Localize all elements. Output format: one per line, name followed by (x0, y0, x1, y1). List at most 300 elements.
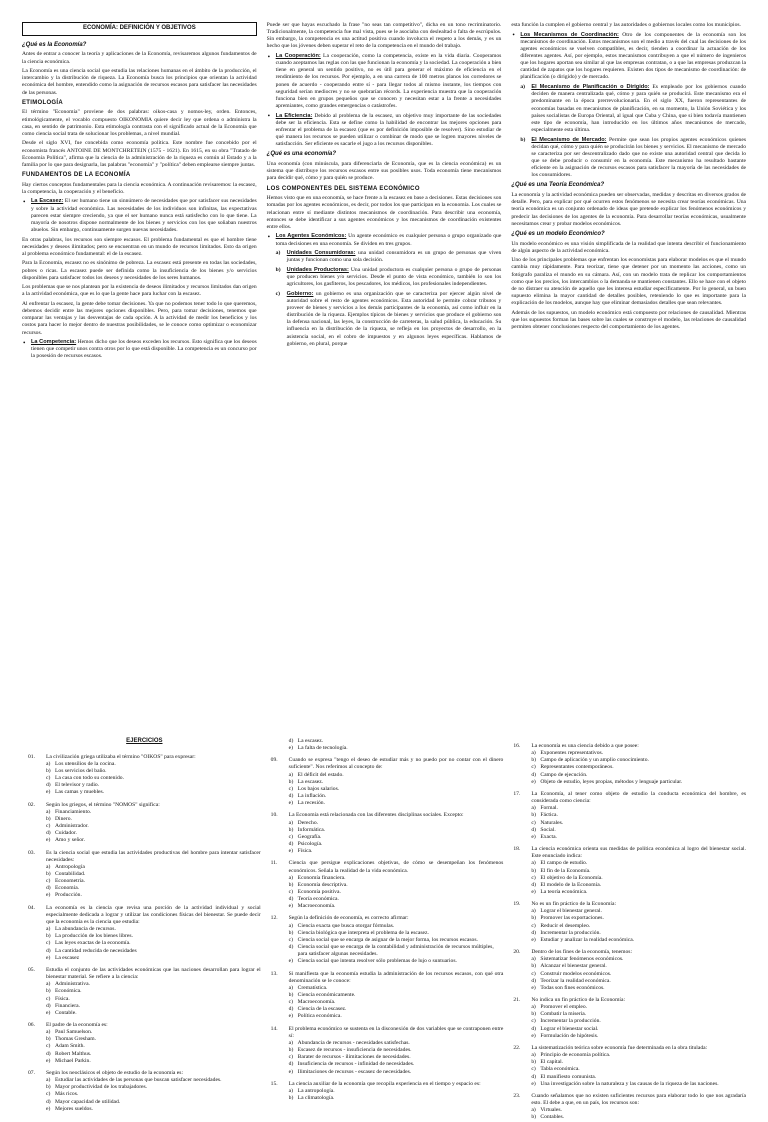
answer-option (513, 875, 746, 882)
question-number: 17. (513, 790, 521, 797)
answer-option (513, 1059, 746, 1066)
question (28, 1070, 261, 1113)
answer-option (271, 903, 504, 910)
bullet-text: Un agente económico es cualquier persona o grupo organizado que toma decisiones en una economía. Se dividen en tres grupos. (275, 233, 502, 247)
sub-item-letter: b) (520, 136, 526, 143)
answer-option (271, 937, 504, 944)
option-letter: c) (288, 999, 294, 1006)
question-stem (513, 791, 746, 805)
question (28, 802, 261, 845)
question-number: 18. (513, 846, 521, 853)
option-letter: d) (531, 826, 537, 833)
bullet-item (267, 233, 502, 247)
option-letter: c) (46, 1091, 51, 1098)
section-heading: ¿Qué es la Economía? (22, 41, 87, 48)
paragraph: La Economía es una ciencia social que estudia las relaciones humanas en el ámbito de la producción, el intercambio y la distribución de riqueza. La Economía busca los principios que orientan la actividad económica del hombre, entendido como la asignación de recursos escasos para satisfacer las necesidades de las personas. (22, 68, 257, 96)
option-text: Las camas y muebles. (55, 789, 105, 796)
question (271, 915, 504, 965)
option-letter: a) (46, 926, 51, 933)
question-text: Cuando se expresa "tengo el deseo de estudiar más y no puedo por no contar con el dinero suficiente". Nos referimos al concepto de: (288, 757, 504, 771)
answer-option (513, 1026, 746, 1033)
option-letter: e) (46, 1009, 51, 1016)
question-text: La Economía, al tener como objeto de estudio la conducta económica del hombre, es considerada como ciencia: (531, 790, 747, 805)
option-letter: e) (288, 1068, 294, 1075)
option-text: Ciencia biológica que interpreta el problema de la escasez. (297, 929, 429, 936)
answer-option (28, 809, 261, 816)
answer-option (28, 823, 261, 830)
option-letter: b) (46, 1084, 51, 1091)
question-number: 13. (270, 970, 278, 977)
bullet-text: El ser humano tiene un sinnúmero de necesidades que por satisfacer sus necesidades y sobre la actividad económica. Las necesidades de los individuos son infinitas, las expectativas parecen estar siempre creciendo, ya que el ser humano nunca está satisfecho con lo que tiene. La mayoría de nosotros dispone normalmente de los bienes y servicios con los que soñaban nuestros abuelos. Sin embargo, continuamente surgen nuevas necesidades. (31, 198, 257, 233)
theory-section (22, 22, 746, 647)
option-text: Administrativa. (55, 981, 90, 988)
option-text: Representantes contemporáneos. (540, 764, 614, 771)
option-letter: a) (531, 956, 536, 963)
option-letter: b) (288, 778, 294, 785)
paragraph: Además de los supuestos, un modelo económico está compuesto por relaciones de causalidad. Mientras que los supuestos forman las bases sobre las cuales se construye el modelo, las relaciones de causalidad permiten obtener conclusiones respecto del comportamiento de los agentes. (511, 309, 747, 331)
option-text: Antropología (55, 863, 85, 870)
answer-option (513, 1081, 746, 1088)
option-letter: b) (46, 933, 51, 940)
answer-option (271, 848, 504, 855)
option-letter: a) (46, 863, 51, 870)
question (513, 1045, 746, 1088)
option-text: Incrementar la producción. (540, 1018, 601, 1025)
answer-option (513, 1052, 746, 1059)
question-number: 05. (28, 966, 35, 973)
section-heading: ¿Qué es una economía? (266, 151, 337, 158)
option-letter: e) (288, 800, 294, 807)
sub-item-letter: a) (275, 250, 281, 257)
question-text: Si manifiesta que la economía estudia la administración de los recursos escasos, con qué otra denominación se le conoce: (288, 970, 504, 984)
option-letter: a) (288, 922, 294, 929)
option-letter: e) (288, 745, 294, 752)
answer-option (271, 999, 504, 1006)
answer-option (271, 827, 504, 834)
option-text: Geografía. (297, 833, 322, 840)
bullet-label: Los Agentes Económicos: (275, 233, 347, 240)
option-text: Financiera. (55, 1002, 81, 1009)
answer-option (513, 812, 746, 819)
option-letter: a) (288, 819, 294, 826)
answer-option (513, 1033, 746, 1040)
option-letter: a) (288, 874, 294, 881)
option-text: Economía. (55, 885, 80, 892)
answer-option (513, 978, 746, 985)
question-number: 19. (513, 901, 521, 908)
question-text: Según los griegos, el término "NOMOS" significa: (46, 801, 160, 808)
answer-option (28, 1106, 261, 1113)
option-text: Paul Samuelson. (55, 1029, 93, 1036)
answer-option (28, 926, 261, 933)
section-heading: LOS COMPONENTES DEL SISTEMA ECONÓMICO (266, 185, 420, 192)
option-text: Social. (540, 826, 556, 833)
option-letter: d) (288, 1006, 294, 1013)
exercises-column-2 (270, 738, 504, 1102)
option-letter: e) (46, 1057, 51, 1064)
answer-option (271, 1013, 504, 1020)
bullet-item (22, 198, 257, 234)
sub-item (511, 84, 746, 134)
question-stem (513, 1093, 746, 1107)
sub-item-text: Permite que sean los propios agentes económicos quienes decidan qué, cómo y para quién se producirán los bienes y servicios. El mecanismo de mercado se caracteriza por ser descentralizado dado que no existe una autoridad central que decida lo que se debe producir o consumir en la economía. Este mecanismo ha resultado bastante eficiente en la asignación de recursos escasos para satisfacer la mayoría de las necesidades de los consumidores. (531, 136, 747, 179)
option-text: La cantidad reducida de necesidades (55, 947, 137, 954)
option-text: Tabla económica. (540, 1066, 580, 1073)
option-text: Contabilidad. (55, 871, 86, 878)
question (513, 846, 746, 896)
question-stem (28, 905, 261, 926)
question-stem (28, 754, 261, 761)
paragraph: Antes de entrar a conocer la teoría y aplicaciones de la Economía, revisaremos algunos fundamentos de la ciencia económica. (22, 51, 257, 65)
option-letter: a) (531, 805, 536, 812)
question-text: La economía es una ciencia debido a que posee: (531, 743, 639, 749)
option-letter: c) (46, 995, 51, 1002)
option-text: Ciencia de la escasez. (297, 1006, 347, 1013)
answer-option (513, 827, 746, 834)
option-text: La antropología. (297, 1087, 335, 1094)
option-letter: d) (46, 830, 51, 837)
answer-option (28, 885, 261, 892)
question (28, 967, 261, 1017)
question-text: La ciencia auxiliar de la economía que recopila experiencia en el tiempo y espacio es: (288, 1080, 481, 1087)
option-letter: d) (46, 1002, 51, 1009)
option-letter: d) (531, 1073, 537, 1080)
option-text: Economía descriptiva. (297, 881, 348, 888)
option-letter: e) (531, 778, 536, 785)
option-text: Campo de ejecución. (540, 771, 588, 778)
question (271, 738, 504, 752)
option-letter: a) (46, 981, 51, 988)
answer-option (28, 933, 261, 940)
option-letter: c) (288, 936, 294, 943)
exercises-column-1 (28, 738, 261, 1112)
option-text: Promover el empleo. (540, 1004, 588, 1011)
question-text: Dentro de los fines de la economía, tenemos: (531, 949, 633, 956)
paragraph: Un modelo económico es una visión simplificada de la realidad que intenta describir el funcionamiento de algún aspecto de la actividad económica. (511, 240, 747, 254)
option-text: La producción de los bienes libres. (55, 933, 133, 940)
section-heading: ETIMOLOGÍA (22, 99, 63, 106)
option-letter: b) (46, 871, 51, 878)
question-stem (28, 850, 261, 864)
option-text: Promover las exportaciones. (540, 915, 604, 922)
answer-option (271, 772, 504, 779)
answer-option (271, 1069, 504, 1076)
paragraph: Puede ser que hayas escuchado la frase "no seas tan competitivo", dicha en un tono recriminatorio. Tradicionalmente, la competencia fue mal vista, pues se le asociaba con deslealtad o falta de escrúpulos. Sin embargo, la competencia es una actitud positiva cuando involucra el respeto a los demás, y es un hecho que los jóvenes deben superar el reto de la competencia en el mundo del trabajo. (266, 22, 502, 50)
answer-option (513, 764, 746, 771)
answer-option (513, 930, 746, 937)
option-letter: e) (46, 892, 51, 899)
option-letter: e) (531, 833, 536, 840)
question (28, 850, 261, 900)
bullet-label: La Cooperación: (275, 53, 321, 60)
answer-option (28, 1029, 261, 1036)
question (513, 901, 746, 944)
question-number: 11. (270, 860, 278, 867)
question-number: 21. (513, 997, 521, 1003)
option-text: Contable. (55, 1009, 77, 1016)
paragraph: Hay ciertos conceptos fundamentales para la ciencia económica. A continuación revisaremos: la escasez, la competencia, la cooperación y el beneficio. (22, 181, 257, 195)
answer-option (271, 944, 504, 958)
option-text: El manifiesto comunista. (540, 1073, 597, 1080)
question-text: Según la definición de economía, es correcto afirmar: (288, 915, 409, 922)
answer-option (271, 923, 504, 930)
answer-option (28, 955, 261, 962)
option-text: Las leyes exactas de la economía. (55, 940, 131, 947)
question-text: No indica un fin práctico de la Economía: (531, 997, 626, 1003)
option-text: Exponentes representativos. (540, 750, 604, 757)
option-letter: d) (46, 1050, 51, 1057)
paragraph: Para la Economía, escasez no es sinónimo de pobreza. La escasez está presente en todas las sociedades, pobres o ricas. La escasez puede ser definida como la insuficiencia de los bienes y/o servicios disponibles para satisfacer todos los deseos y necesidades de los seres humanos. (22, 260, 257, 281)
option-text: La falta de tecnología. (297, 745, 348, 752)
answer-option (513, 1074, 746, 1081)
option-letter: b) (531, 812, 537, 819)
option-letter: c) (46, 940, 51, 947)
option-letter: a) (46, 1029, 51, 1036)
option-letter: a) (288, 984, 294, 991)
option-letter: b) (531, 915, 537, 922)
question-text: El padre de la economía es: (46, 1021, 108, 1028)
option-text: Macroeconomía. (297, 903, 336, 910)
option-text: Alcanzar el bienestar general. (540, 963, 607, 970)
option-letter: a) (531, 908, 536, 915)
question-stem (513, 1045, 746, 1052)
option-letter: a) (531, 1052, 536, 1059)
option-text: Principio de economía política. (540, 1052, 611, 1059)
option-text: Economía positiva. (297, 888, 341, 895)
question (513, 949, 746, 992)
sub-item-text: Es empleado por los gobiernos cuando deciden de manera centralizada qué, cómo y para quién se producirá. Este mecanismo era el predominante en la época prerrevolucionaria. En el siglo XX, fueron representantes de economías basadas en mecanismos de planificación, en su momento, la Unión Soviética y los países socialistas de Europa Oriental, al igual que Cuba y China, que si bien todavía mantienen este tipo de economía, han introducido en los últimos años mecanismos de mercado, especialmente esta última. (531, 84, 747, 133)
option-text: Física. (297, 848, 313, 855)
option-letter: d) (531, 771, 537, 778)
sub-item (267, 267, 502, 288)
option-text: Todas son fines económicos. (540, 984, 605, 991)
option-letter: b) (288, 826, 294, 833)
option-letter: b) (46, 815, 51, 822)
answer-option (271, 875, 504, 882)
option-letter: a) (531, 860, 536, 867)
sub-item-letter: b) (275, 266, 281, 273)
option-letter: b) (46, 767, 51, 774)
question-number: 09. (270, 757, 278, 764)
option-letter: c) (531, 764, 536, 771)
answer-option (28, 1043, 261, 1050)
question-number: 12. (270, 915, 278, 922)
answer-option (271, 820, 504, 827)
question-stem (271, 1026, 504, 1040)
section-heading: ¿Qué es una Teoría Económica? (511, 182, 605, 189)
paragraph: El término "Economía" proviene de dos palabras: oikos-casa y nomos-ley, orden. Entonces, etimológicamente, el vocablo compuesto OIKONOMIA quiere decir ley que ordena o administra la casa, en sentido de patrimonio. Esta etimología contrasta con el significado actual de la Economía que como ciencia social trata de solucionar los problemas, a nivel mundial. (22, 109, 257, 137)
option-text: Mayor capacidad de utilidad. (55, 1098, 121, 1105)
answer-option (28, 948, 261, 955)
answer-option (513, 923, 746, 930)
option-letter: e) (531, 984, 536, 991)
question-number: 23. (513, 1092, 521, 1099)
option-letter: a) (288, 1087, 294, 1094)
option-letter: c) (531, 1066, 536, 1073)
answer-option (513, 1011, 746, 1018)
option-text: Sistematizar fenómenos económicos. (540, 956, 624, 963)
option-letter: a) (46, 1077, 51, 1084)
option-text: La teoría económica. (540, 888, 588, 895)
option-text: Combatir la miseria. (540, 1011, 587, 1018)
answer-option (271, 834, 504, 841)
option-text: Reducir el desempleo. (540, 922, 591, 929)
answer-option (513, 820, 746, 827)
option-text: Ilimitaciones de recursos - escasez de necesidades. (297, 1068, 412, 1075)
question-text: La ciencia económica orienta sus medidas de política económica al logro del bienestar social. Este enunciado indica: (531, 846, 747, 860)
theory-column-1 (22, 22, 257, 647)
option-letter: c) (531, 922, 536, 929)
question-text: Estudia el conjunto de las actividades económicas que las naciones desarrollan para lograr el bienestar material. Se refiere a la ciencia: (46, 966, 261, 981)
option-letter: b) (531, 1059, 537, 1066)
theory-column-2 (267, 22, 502, 647)
paragraph: Hemos visto que en una economía, se hace frente a la escasez en base a decisiones. Estas decisiones son tomadas por los agentes económicos, es decir, por todos los que participan en la economía. Los cuales se relacionan entre sí mediante distintos mecanismos de coordinación. Para describir una economía, entonces se debe identificar a sus agentes económicos y los mecanismos de coordinación existentes entre ellos. (266, 195, 502, 230)
option-text: Econometría. (55, 878, 85, 885)
answer-option (513, 868, 746, 875)
answer-option (271, 793, 504, 800)
bullet-text: Hemos dicho que los deseos exceden los recursos. Esto significa que los deseos tienen que competir unos contra otros por lo que está disponible. La competencia es un concurso por la posesión de recursos escasos. (31, 339, 257, 360)
answer-option (271, 882, 504, 889)
answer-option (513, 985, 746, 992)
option-letter: a) (531, 750, 536, 757)
option-text: Producción. (55, 892, 82, 899)
question-number: 07. (28, 1069, 35, 1076)
option-text: La inflación. (297, 793, 327, 800)
answer-option (28, 1058, 261, 1065)
option-letter: c) (531, 970, 536, 977)
option-letter: b) (531, 867, 537, 874)
paragraph: Uno de los principales problemas que enfrentan los economistas para elaborar modelos es que el mundo cambia muy rápidamente. Para teorizar, tiene que detener por un momento las acciones, como un fotógrafo paraliza el mundo en su cámara. Así, con un modelo trata de replicar los comportamientos como que los precios, los intercambios o la demanda se mantienen constantes. Ello se hace con el objeto de no distraer su atención de aquello que les interesa estudiar específicamente. Por lo general, un buen supuesto elimina la mayor cantidad de detalles posibles, reteniendo lo que es importante para la explicación de los modelos, aunque hay que eliminar demasiados detalles que sean relevantes. (511, 257, 747, 307)
paragraph: Desde el siglo XVI, fue concebida como economía política. Este nombre fue concebido por el economista francés ANTOINE DE MONTCHRETEIN (1575 - 1621). En 1615, en su obra "Tratado de Economía Política", afirma que la ciencia de la administración de la riqueza es común al Estado y a la familia por lo que para designarla, las palabras "economía" y "política" deben emplearse siempre juntas. (22, 140, 257, 168)
option-text: La abundancia de recursos. (55, 926, 116, 933)
option-text: Adam Smith. (55, 1043, 85, 1050)
option-letter: d) (288, 793, 294, 800)
option-letter: e) (288, 958, 294, 965)
answer-option (271, 1006, 504, 1013)
question-text: Según los neoclásicos el objeto de estudio de la economía es: (46, 1069, 184, 1076)
option-text: Económica. (55, 988, 82, 995)
option-text: Contables. (540, 1114, 565, 1121)
question-number: 20. (513, 949, 521, 956)
sub-item-letter: a) (520, 84, 526, 91)
answer-option (28, 837, 261, 844)
answer-option (271, 800, 504, 807)
option-text: Estudiar y analizar la realidad económica. (540, 936, 635, 943)
option-letter: e) (531, 1032, 536, 1039)
bullet-item (267, 113, 502, 149)
question (513, 1093, 746, 1122)
option-letter: b) (531, 1114, 537, 1121)
question-stem (271, 812, 504, 819)
option-letter: c) (288, 785, 294, 792)
question-stem (513, 743, 746, 750)
answer-option (28, 871, 261, 878)
option-letter: e) (46, 837, 51, 844)
bullet-label: La Escasez: (31, 198, 64, 205)
question (271, 757, 504, 807)
question (271, 860, 504, 910)
exercises-section (28, 738, 747, 1121)
option-text: Virtuales. (540, 1107, 562, 1114)
answer-option (28, 775, 261, 782)
bullet-text: Otro de los componentes de la economía son los mecanismos de coordinación. Estos mecanismos son el medio a través del cual las decisiones de los agentes económicos se vuelven compatibles, es decir, tienden a coordinar la actuación de los diferentes agentes. Así, por ejemplo, estos mecanismos contribuyen a que el número de ingenieros que los hogares aportan sea similar al que las empresas contratan, o a que las empresas produzcan la cantidad de zapatos que los hogares requieren. Existen dos tipos de mecanismo de coordinación: de planificación (o dirigido) y de mercado. (520, 31, 747, 81)
question-stem (513, 846, 746, 860)
section-heading: ¿Qué es un modelo Económico? (511, 230, 605, 237)
answer-option (513, 971, 746, 978)
answer-option (513, 860, 746, 867)
option-text: Formal. (540, 805, 558, 812)
option-text: Dinero. (55, 815, 72, 822)
option-letter: d) (531, 881, 537, 888)
answer-option (271, 930, 504, 937)
question-stem (513, 901, 746, 908)
option-text: Ciencia económicamente. (297, 992, 356, 998)
option-text: La climatología. (297, 1095, 335, 1102)
option-letter: d) (46, 947, 51, 954)
option-letter: a) (531, 1107, 536, 1114)
option-text: Financiamiento. (55, 808, 92, 815)
answer-option (271, 992, 504, 999)
question (28, 754, 261, 797)
question-stem (271, 1081, 504, 1088)
option-text: Administrador. (55, 823, 89, 830)
sub-item-label: El Mecanismo de Mercado: (531, 136, 607, 143)
question-stem (28, 802, 261, 809)
answer-option (513, 882, 746, 889)
option-text: Política económica. (297, 1013, 342, 1020)
option-text: La escasez. (297, 778, 324, 785)
bullet-text: Debido al problema de la escasez, un objetivo muy importante de las sociedades debe ser la eficiencia. Esta se define como la habilidad de encontrar las mejores opciones para enfrentar el problema de la escasez (que es por definición imposible de resolver). Sino estudiar de qué manera los recursos se pueden utilizar o combinar de modo que se logren mayores niveles de satisfacción. Ser eficiente es sacarle el jugo a los recursos disponibles. (275, 112, 502, 148)
option-text: Crematística. (297, 984, 328, 991)
option-text: Una investigación sobre la naturaleza y las causas de la riqueza de las naciones. (540, 1080, 719, 1087)
option-text: Teoría económica. (297, 896, 339, 903)
option-letter: b) (531, 1011, 537, 1018)
answer-option (513, 889, 746, 896)
question-text: La economía es la ciencia que revisa una porción de la actividad individual y social especialmente dedicada a lograr y utilizar las condiciones físicas del bienestar. Se puede decir que la economía es la ciencia que estudia: (46, 904, 261, 925)
option-text: Campo de aplicación y un amplio conocimiento. (540, 757, 649, 764)
option-letter: c) (46, 878, 51, 885)
bullet-label: La Eficiencia: (275, 112, 313, 119)
option-letter: e) (531, 888, 536, 895)
sub-item (267, 250, 502, 264)
exercises-title: EJERCICIOS (126, 738, 163, 744)
question-number: 16. (513, 743, 521, 749)
option-letter: a) (531, 1004, 536, 1011)
question-stem (28, 1070, 261, 1077)
answer-option (513, 956, 746, 963)
option-text: Informática. (297, 826, 326, 833)
answer-option (28, 768, 261, 775)
option-letter: c) (531, 1018, 536, 1025)
answer-option (513, 963, 746, 970)
question-number: 22. (513, 1044, 521, 1051)
answer-option (28, 1051, 261, 1058)
option-letter: b) (46, 1036, 51, 1043)
option-text: Exacta. (540, 833, 557, 840)
option-text: Lograr el bienestar social. (540, 1025, 599, 1032)
question (513, 743, 746, 786)
option-letter: b) (288, 881, 294, 888)
option-letter: b) (288, 929, 294, 936)
option-letter: b) (288, 1095, 294, 1102)
option-text: Ciencia social que se encarga de asignar de la mejor forma, los recursos escasos. (297, 936, 478, 943)
option-text: Más ricos. (55, 1091, 79, 1098)
option-letter: c) (46, 1043, 51, 1050)
answer-option (271, 958, 504, 965)
option-text: Michael Parkin. (55, 1057, 91, 1064)
bullet-item (22, 339, 257, 360)
answer-option (28, 892, 261, 899)
